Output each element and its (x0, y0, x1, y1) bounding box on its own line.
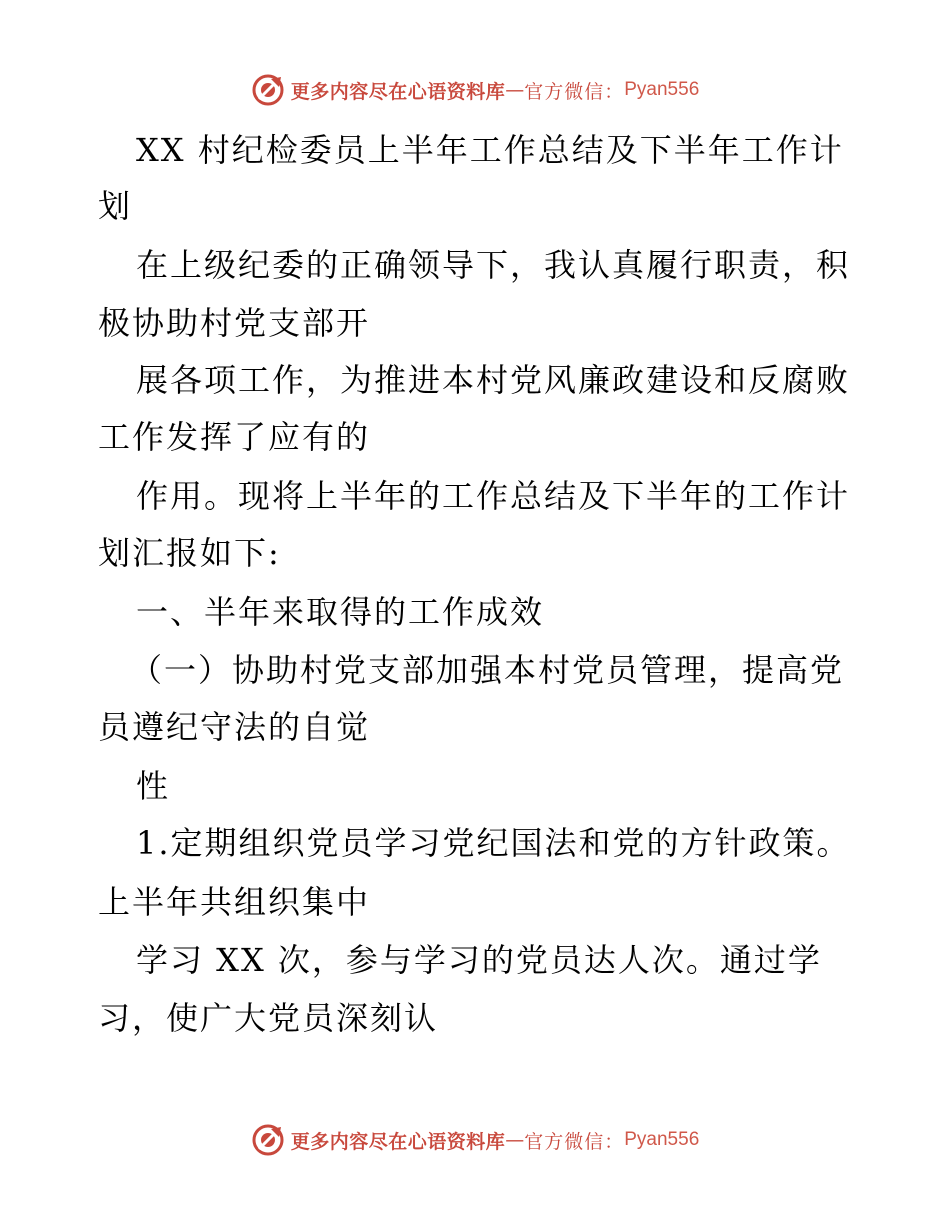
banner-wechat-id: Pyan556 (624, 79, 700, 100)
banner-sub-text: 官方微信： (524, 80, 625, 103)
banner-main-text: 更多内容尽在心语资料库 (290, 1130, 506, 1153)
header-banner (0, 70, 950, 110)
brand-logo-icon (251, 1123, 285, 1157)
list-item-line: 上半年共组织集中 (98, 883, 371, 921)
subsection-heading-line-2: 员遵纪守法的自觉 (98, 708, 371, 746)
subsection-heading-line-1: （一）协助村党支部加强本村党员管理，提高党 (130, 651, 845, 689)
document-title-line-2: 划 (98, 187, 133, 225)
document-title-line-1: XX 村纪检委员上半年工作总结及下半年工作计 (136, 131, 844, 169)
paragraph-line: 划汇报如下: (98, 534, 281, 572)
banner-sub-text: 官方微信： (524, 1130, 625, 1153)
list-item-line: 学习 XX 次，参与学习的党员达人次。通过学 (136, 941, 822, 979)
brand-logo-icon (251, 73, 285, 107)
list-item-line: 习，使广大党员深刻认 (98, 999, 439, 1037)
paragraph-line: 在上级纪委的正确领导下，我认真履行职责，积 (136, 246, 851, 284)
paragraph-line: 工作发挥了应有的 (98, 418, 371, 456)
banner-wechat-id: Pyan556 (624, 1129, 700, 1150)
subsection-heading-line-3: 性 (136, 767, 171, 805)
paragraph-line: 作用。现将上半年的工作总结及下半年的工作计 (136, 477, 851, 515)
section-heading: 一、半年来取得的工作成效 (136, 593, 545, 631)
paragraph-line: 极协助村党支部开 (98, 304, 371, 342)
banner-dash: — (505, 1129, 525, 1151)
list-item-line: 1.定期组织党员学习党纪国法和党的方针政策。 (136, 824, 851, 862)
banner-main-text: 更多内容尽在心语资料库 (290, 80, 506, 103)
footer-banner (0, 1120, 950, 1160)
banner-dash: — (505, 79, 525, 101)
paragraph-line: 展各项工作，为推进本村党风廉政建设和反腐败 (136, 361, 851, 399)
